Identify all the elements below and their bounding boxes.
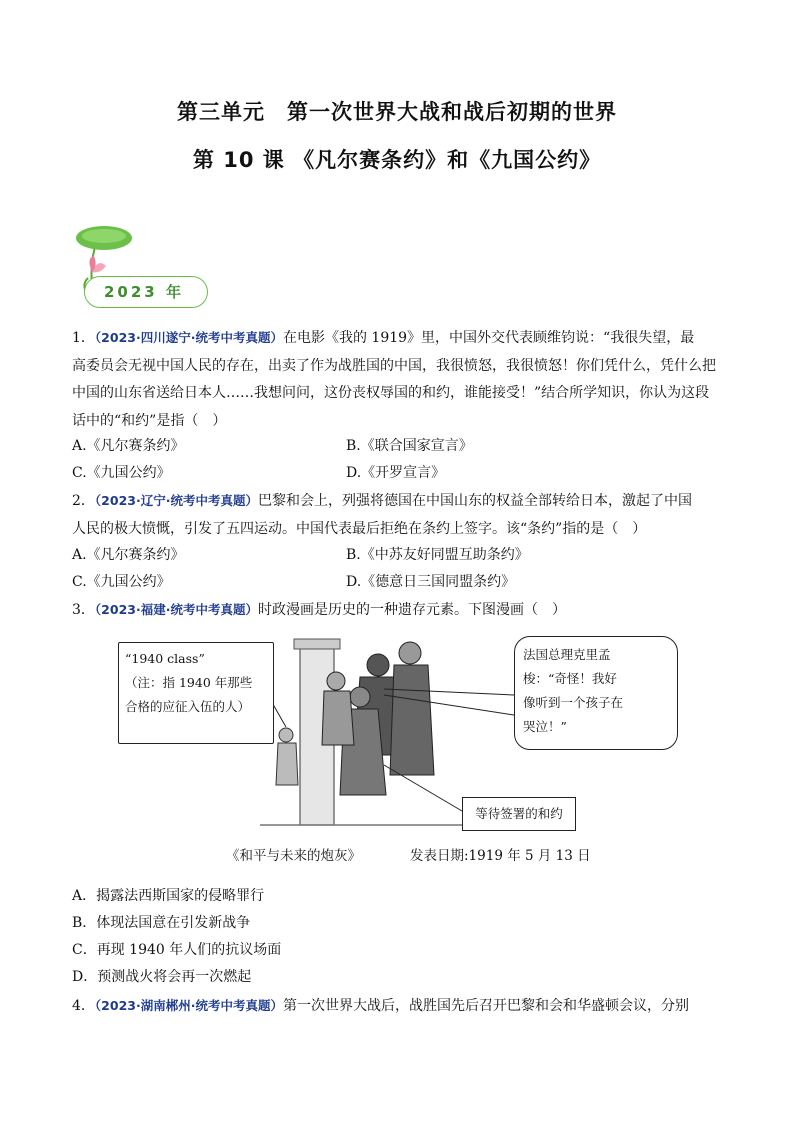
question-1-stem <box>72 324 724 435</box>
stem-line: 时政漫画是历史的一种遗存元素。下图漫画（ ） <box>257 602 566 618</box>
year-badge <box>72 222 212 308</box>
question-source: （2023·福建·统考中考真题） <box>94 602 258 617</box>
stem-line: 人民的极大愤慨，引发了五四运动。中国代表最后拒绝在条约上签字。该“条约”指的是（ ） <box>72 520 647 537</box>
option-b[interactable]: B.《中苏友好同盟互助条约》 <box>346 547 529 563</box>
unit-title: 第三单元 第一次世界大战和战后初期的世界 <box>177 100 617 124</box>
question-4-stem <box>72 992 724 1021</box>
option-d[interactable]: D.《德意日三国同盟条约》 <box>346 574 516 590</box>
callout-1940-class <box>118 642 274 744</box>
callout-line: “1940 class” <box>125 651 205 666</box>
callout-line: 法国总理克里孟 <box>523 647 611 662</box>
cartoon-caption-title: 《和平与未来的炮灰》 <box>226 848 361 864</box>
option-a[interactable]: A.《凡尔赛条约》 <box>72 438 185 454</box>
callout-clemenceau <box>514 636 678 750</box>
stem-line: 话中的“和约”是指（ ） <box>72 412 227 429</box>
question-source: （2023·辽宁·统考中考真题） <box>94 493 258 508</box>
callout-line: 梭：“奇怪！我好 <box>523 671 617 686</box>
question-number: 4． <box>72 998 95 1014</box>
callout-line: （注：指 1940 年那些 <box>125 675 253 690</box>
question-source: （2023·湖南郴州·统考中考真题） <box>94 998 283 1013</box>
option-c[interactable]: C．再现 1940 年人们的抗议场面 <box>72 942 282 958</box>
option-b[interactable]: B.《联合国家宣言》 <box>346 438 473 454</box>
option-b[interactable]: B．体现法国意在引发新战争 <box>72 915 251 931</box>
cartoon-caption-date: 发表日期:1919 年 5 月 13 日 <box>410 848 591 864</box>
option-c[interactable]: C.《九国公约》 <box>72 574 171 590</box>
stem-line: 中国的山东省送给日本人……我想问问，这份丧权辱国的和约，谁能接受！”结合所学知识，你认为这段 <box>72 385 710 401</box>
stem-line: 高委员会无视中国人民的存在，出卖了作为战胜国的中国，我很愤怒，我很愤怒！你们凭什么，凭什么把 <box>72 357 716 374</box>
option-d[interactable]: D.《开罗宣言》 <box>346 465 446 481</box>
lesson-title: 第 10 课 《凡尔赛条约》和《九国公约》 <box>192 148 602 172</box>
option-c[interactable]: C.《九国公约》 <box>72 465 171 481</box>
callout-line: 合格的应征入伍的人） <box>125 699 251 714</box>
callout-line: 哭泣！” <box>523 719 567 734</box>
question-number: 1． <box>72 330 95 346</box>
option-a[interactable]: A．揭露法西斯国家的侵略罪行 <box>72 888 265 904</box>
option-a[interactable]: A.《凡尔赛条约》 <box>72 547 185 563</box>
question-number: 2． <box>72 493 95 509</box>
stem-line: 巴黎和会上，列强将德国在中国山东的权益全部转给日本，激起了中国 <box>257 493 692 509</box>
question-2-stem <box>72 487 724 543</box>
question-number: 3． <box>72 602 95 618</box>
question-3-stem <box>72 596 724 625</box>
callout-line: 像听到一个孩子在 <box>523 695 624 710</box>
callout-treaty: 等待签署的和约 <box>462 797 576 831</box>
option-d[interactable]: D．预测战火将会再一次燃起 <box>72 969 252 985</box>
stem-line: 第一次世界大战后，战胜国先后召开巴黎和会和华盛顿会议，分别 <box>282 998 689 1014</box>
year-label: 2023 年 <box>104 283 184 301</box>
stem-line: 在电影《我的 1919》里，中国外交代表顾维钧说：“我很失望，最 <box>282 330 695 346</box>
question-source: （2023·四川遂宁·统考中考真题） <box>94 330 283 345</box>
